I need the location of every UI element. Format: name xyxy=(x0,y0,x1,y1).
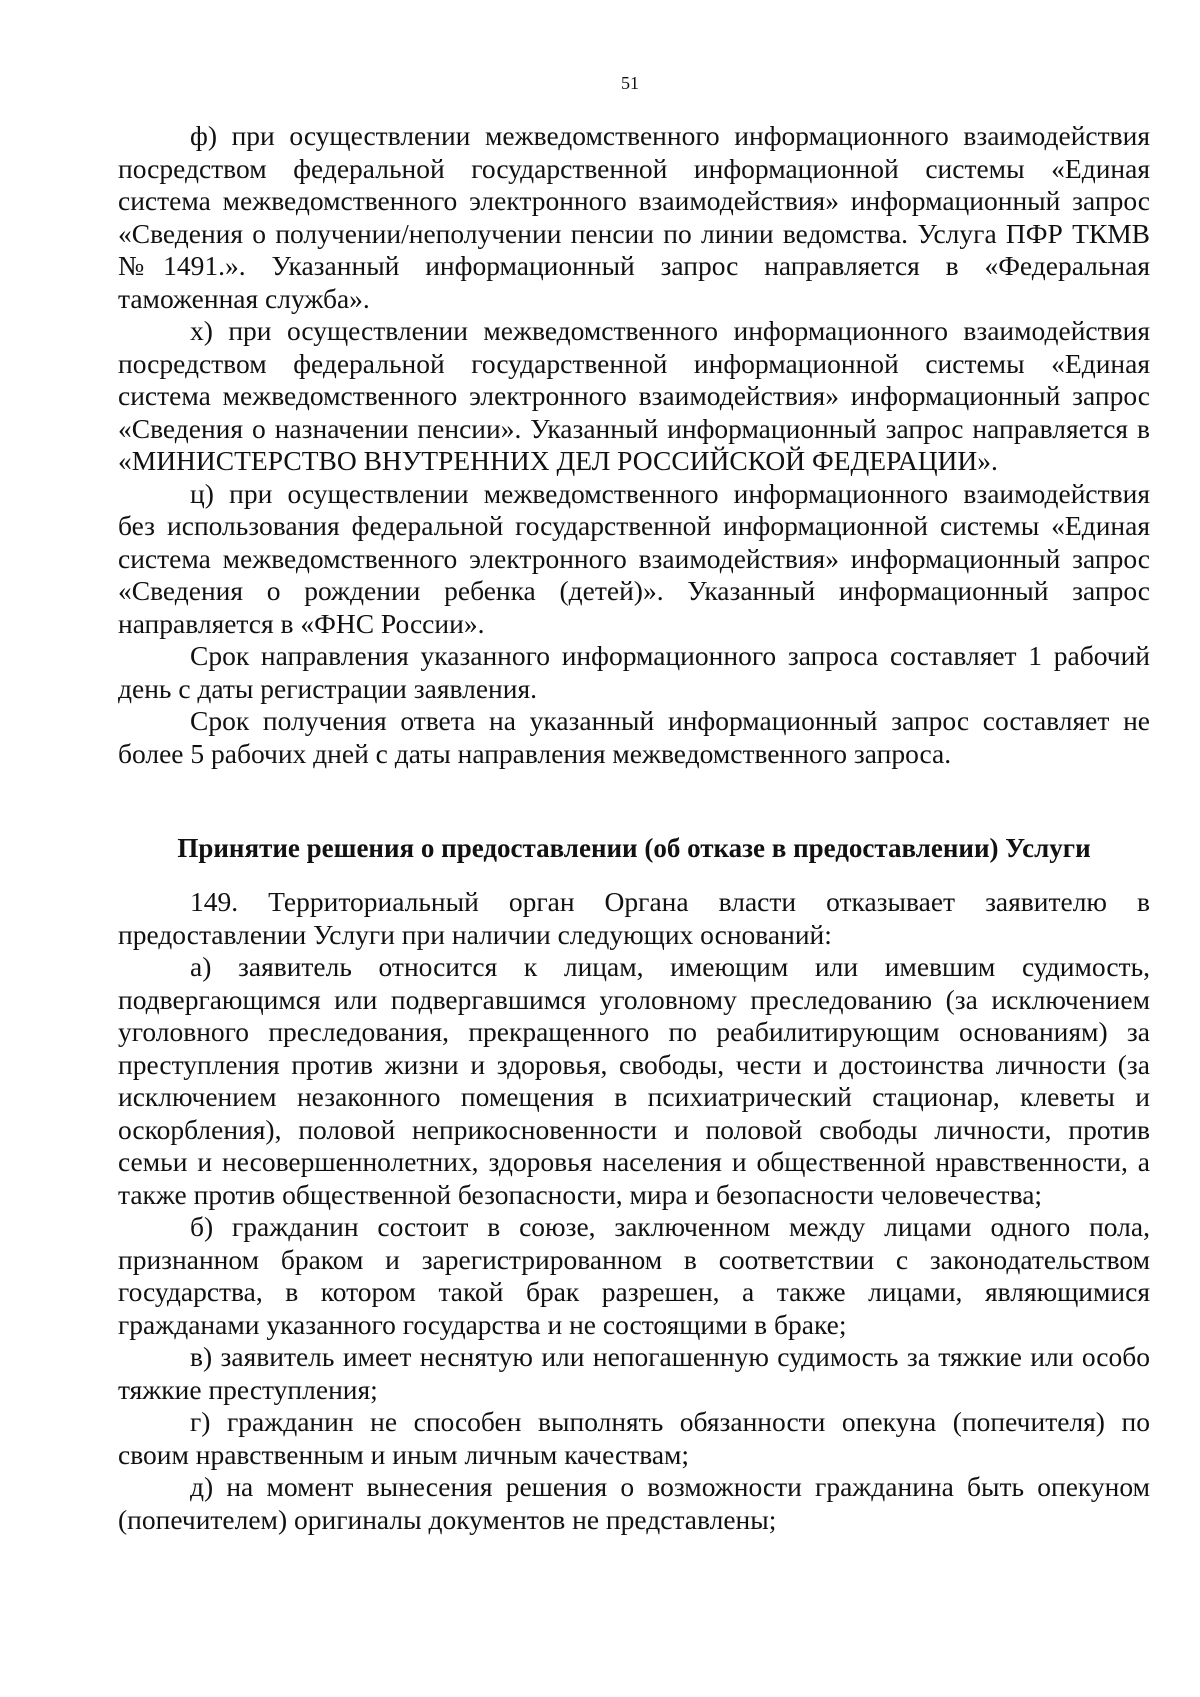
document-body xyxy=(118,120,1150,1536)
paragraph-149: 149. Территориальный орган Органа власти отказывает заявителю в предоставлении Услуги при наличии следующих оснований: xyxy=(118,886,1150,950)
page-number: 51 xyxy=(621,73,639,93)
paragraph-kh: х) при осуществлении межведомственного информационного взаимодействия посредством федеральной государственной информационной системы «Единая система межведомственного электронного взаимодействия» информационный запрос «Сведения о назначении пенсии». Указанный информационный запрос направляется в «МИНИСТЕРСТВО ВНУТРЕННИХ ДЕЛ РОССИЙСКОЙ ФЕДЕРАЦИИ». xyxy=(118,315,1150,476)
paragraph-d: д) на момент вынесения решения о возможности гражданина быть опекуном (попечителем) оригиналы документов не представлены; xyxy=(118,1471,1150,1535)
paragraph-v: в) заявитель имеет неснятую или непогашенную судимость за тяжкие или особо тяжкие преступления; xyxy=(118,1341,1150,1405)
paragraph-b: б) гражданин состоит в союзе, заключенном между лицами одного пола, признанном браком и зарегистрированном в соответствии с законодательством государства, в котором такой брак разрешен, а также лицами, являющимися гражданами указанного государства и не состоящими в браке; xyxy=(118,1211,1150,1340)
paragraph-a: а) заявитель относится к лицам, имеющим или имевшим судимость, подвергающимся или подвергавшимся уголовному преследованию (за исключением уголовного преследования, прекращенного по реабилитирующим основаниям) за преступления против жизни и здоровья, свободы, чести и достоинства личности (за исключением незаконного помещения в психиатрический стационар, клеветы и оскорбления), половой неприкосновенности и половой свободы личности, против семьи и несовершеннолетних, здоровья населения и общественной нравственности, а также против общественной безопасности, мира и безопасности человечества; xyxy=(118,951,1150,1210)
paragraph-request-deadline: Срок направления указанного информационного запроса составляет 1 рабочий день с даты регистрации заявления. xyxy=(118,640,1150,704)
paragraph-ts: ц) при осуществлении межведомственного информационного взаимодействия без использования федеральной государственной информационной системы «Единая система межведомственного электронного взаимодействия» информационный запрос «Сведения о рождении ребенка (детей)». Указанный информационный запрос направляется в «ФНС России». xyxy=(118,477,1150,639)
paragraph-g: г) гражданин не способен выполнять обязанности опекуна (попечителя) по своим нравственным и иным личным качествам; xyxy=(118,1406,1150,1470)
paragraph-f: ф) при осуществлении межведомственного информационного взаимодействия посредством федеральной государственной информационной системы «Единая система межведомственного электронного взаимодействия» информационный запрос «Сведения о получении/неполучении пенсии по линии ведомства. Услуга ПФР ТКМВ №1491.». Указанный информационный запрос направляется в «Федеральная таможенная служба». xyxy=(118,120,1150,314)
section-heading: Принятие решения о предоставлении (об отказе в предоставлении) Услуги xyxy=(177,833,1091,863)
paragraph-response-deadline: Срок получения ответа на указанный информационный запрос составляет не более 5 рабочих дней с даты направления межведомственного запроса. xyxy=(118,705,1150,769)
